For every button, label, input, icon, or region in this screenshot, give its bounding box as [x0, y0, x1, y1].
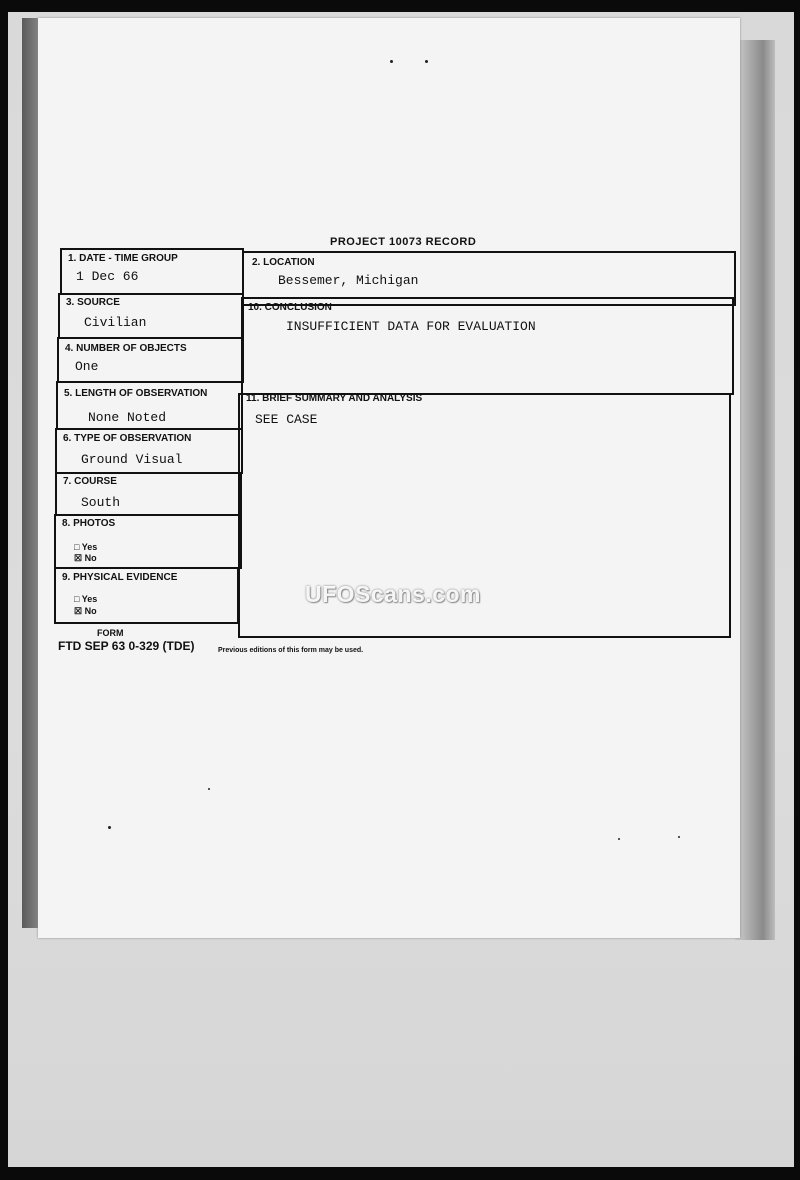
course-label: 7. COURSE — [63, 476, 117, 487]
length-of-observation-value: None Noted — [88, 410, 167, 425]
course-box — [55, 472, 242, 516]
conclusion-value: INSUFFICIENT DATA FOR EVALUATION — [286, 319, 536, 334]
location-label: 2. LOCATION — [252, 257, 315, 268]
date-time-group-box — [60, 248, 244, 295]
physical-evidence-no-checkbox: ☒ No — [74, 606, 97, 616]
source-label: 3. SOURCE — [66, 297, 120, 308]
source-value: Civilian — [84, 315, 147, 330]
number-of-objects-box — [57, 337, 244, 383]
speck — [108, 826, 111, 829]
length-of-observation-label: 5. LENGTH OF OBSERVATION — [64, 388, 208, 399]
source-box — [58, 293, 244, 339]
course-value: South — [81, 495, 121, 510]
date-time-group-label: 1. DATE - TIME GROUP — [68, 253, 178, 264]
physical-evidence-yes-checkbox: □ Yes — [74, 594, 98, 604]
form-title: PROJECT 10073 RECORD — [330, 236, 477, 248]
physical-evidence-box — [54, 567, 239, 624]
photos-yes-checkbox: □ Yes — [74, 542, 98, 552]
number-of-objects-label: 4. NUMBER OF OBJECTS — [65, 343, 187, 354]
photos-label: 8. PHOTOS — [62, 518, 116, 529]
speck — [678, 836, 680, 838]
speck — [390, 60, 393, 63]
photos-no-checkbox: ☒ No — [74, 553, 97, 563]
brief-summary-value: SEE CASE — [255, 412, 318, 427]
sheet-shadow-right — [735, 40, 775, 940]
footer-note: Previous editions of this form may be used. — [218, 647, 364, 654]
physical-evidence-label: 9. PHYSICAL EVIDENCE — [62, 572, 178, 583]
conclusion-label: 10. CONCLUSION — [248, 302, 332, 313]
speck — [208, 788, 210, 790]
speck — [425, 60, 428, 63]
conclusion-box — [241, 297, 734, 395]
photos-box — [54, 514, 242, 569]
length-of-observation-box — [56, 381, 243, 430]
type-of-observation-label: 6. TYPE OF OBSERVATION — [63, 433, 192, 444]
brief-summary-label: 11. BRIEF SUMMARY AND ANALYSIS — [246, 393, 423, 404]
watermark: UFOScans.com — [305, 581, 481, 607]
date-time-group-value: 1 Dec 66 — [76, 269, 139, 284]
number-of-objects-value: One — [75, 359, 99, 374]
type-of-observation-box — [55, 428, 243, 474]
speck — [618, 838, 620, 840]
footer-form-word: FORM — [97, 628, 124, 638]
type-of-observation-value: Ground Visual — [81, 452, 183, 467]
location-value: Bessemer, Michigan — [278, 273, 419, 288]
footer-form-id: FTD SEP 63 0-329 (TDE) — [58, 639, 195, 653]
